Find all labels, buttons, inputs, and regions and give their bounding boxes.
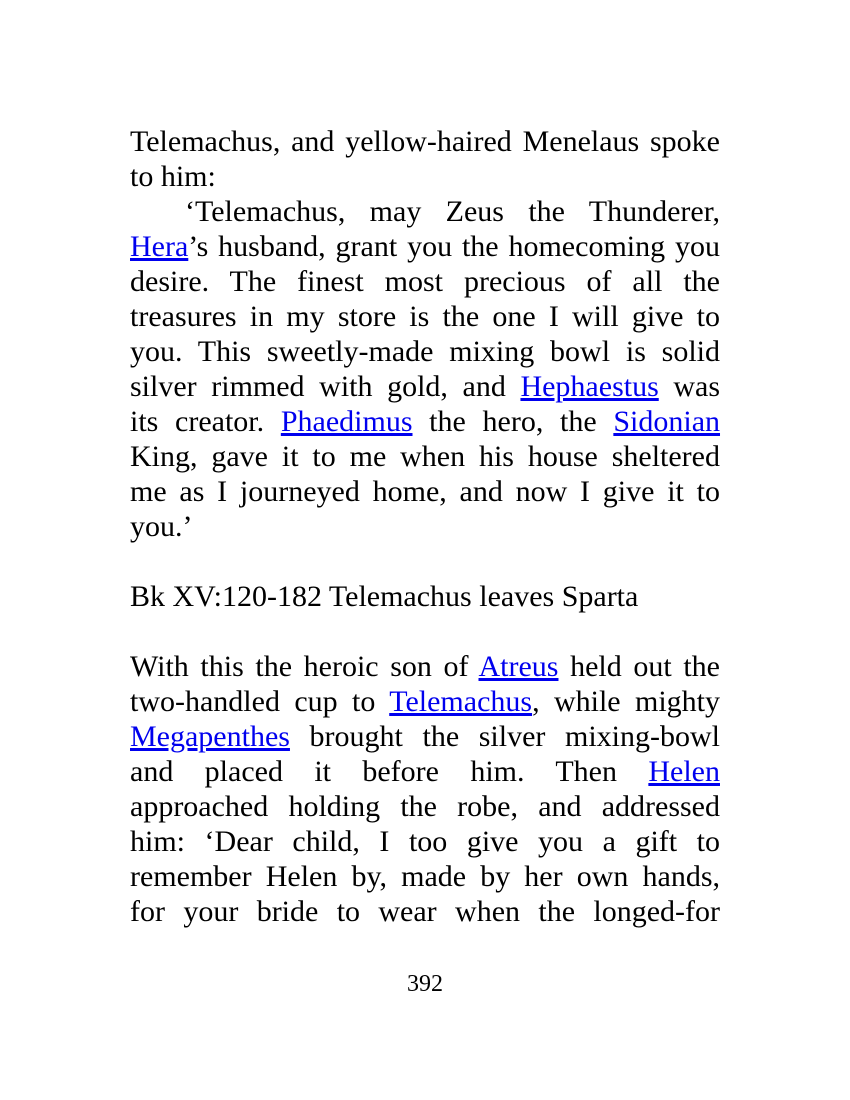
page-number: 392	[407, 971, 443, 997]
text-segment: remember Helen by, made by her own hands,	[130, 860, 720, 893]
text-segment: brought the silver mixing-bowl	[289, 720, 720, 753]
text-line	[130, 194, 720, 229]
text-line	[130, 229, 720, 264]
text-segment: you.’	[130, 510, 193, 543]
text-segment: ‘Telemachus, may Zeus the Thunderer,	[185, 195, 720, 228]
text-segment: held out the	[558, 650, 720, 683]
text-line	[130, 649, 720, 684]
text-line	[130, 684, 720, 719]
text-line	[130, 719, 720, 754]
text-line	[130, 404, 720, 439]
text-segment: you. This sweetly-made mixing bowl is solid	[130, 335, 720, 368]
link-telemachus[interactable]: Telemachus	[389, 685, 533, 718]
text-segment: and placed it before him. Then	[130, 755, 649, 788]
link-atreus[interactable]: Atreus	[478, 650, 559, 683]
text-line	[130, 264, 720, 299]
text-segment: its creator.	[130, 405, 281, 438]
link-phaedimus[interactable]: Phaedimus	[280, 405, 413, 438]
text-line	[130, 824, 720, 859]
text-segment: King, gave it to me when his house sheltered	[130, 440, 720, 473]
text-segment: treasures in my store is the one I will give to	[130, 300, 720, 333]
section-heading: Bk XV:120-182 Telemachus leaves Sparta	[130, 580, 639, 613]
text-line	[130, 754, 720, 789]
text-segment: for your bride to wear when the longed-for	[130, 895, 720, 928]
text-segment: Telemachus, and yellow-haired Menelaus spoke	[130, 125, 720, 158]
text-segment: two-handled cup to	[130, 685, 390, 718]
text-line	[130, 789, 720, 824]
text-line	[130, 124, 720, 159]
text-segment: him: ‘Dear child, I too give you a gift to	[130, 825, 720, 858]
link-helen[interactable]: Helen	[648, 755, 720, 788]
text-segment: was	[658, 370, 721, 403]
link-sidonian[interactable]: Sidonian	[613, 405, 721, 438]
text-segment: silver rimmed with gold, and	[130, 370, 521, 403]
text-line	[130, 334, 720, 369]
paragraph-menelaus-speech	[130, 194, 720, 544]
text-segment: With this the heroic son of	[130, 650, 479, 683]
text-segment: the hero, the	[412, 405, 614, 438]
text-line	[130, 894, 720, 929]
text-line	[130, 439, 720, 474]
link-hera[interactable]: Hera	[130, 230, 189, 263]
paragraph-gifts	[130, 649, 720, 929]
link-megapenthes[interactable]: Megapenthes	[130, 720, 290, 753]
text-line	[130, 474, 720, 509]
text-line	[130, 509, 720, 544]
text-segment: me as I journeyed home, and now I give it to	[130, 475, 720, 508]
paragraph-menelaus-spoke	[130, 124, 720, 194]
text-line	[130, 859, 720, 894]
text-segment: ’s husband, grant you the homecoming you	[188, 230, 720, 263]
text-segment: approached holding the robe, and addressed	[130, 790, 720, 823]
link-hephaestus[interactable]: Hephaestus	[520, 370, 659, 403]
text-segment: to him:	[130, 160, 216, 193]
text-line	[130, 369, 720, 404]
text-line	[130, 159, 720, 194]
page-body	[130, 124, 720, 929]
text-segment: , while mighty	[532, 685, 720, 718]
text-line	[130, 299, 720, 334]
text-segment: desire. The finest most precious of all the	[130, 265, 720, 298]
